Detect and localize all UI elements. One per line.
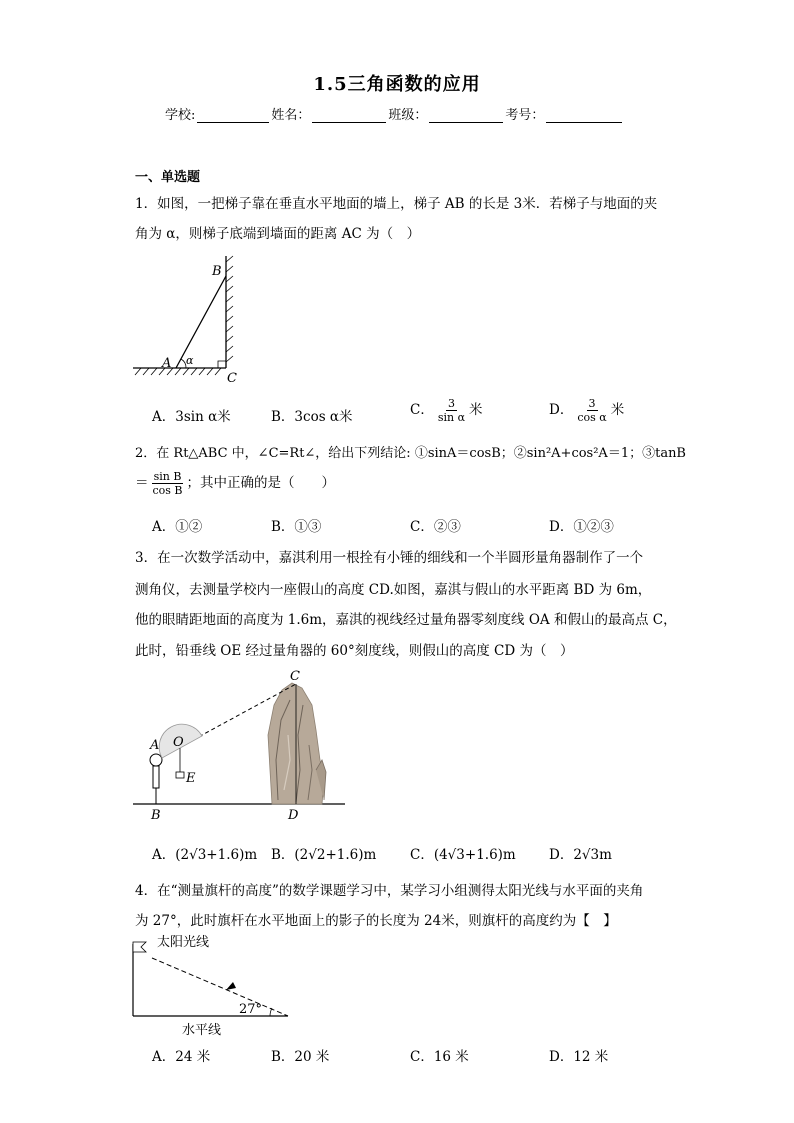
q3-text-line1: 3．在一次数学活动中，嘉淇利用一根拴有小锤的细线和一个半圆形量角器制作了一个 xyxy=(135,550,644,566)
q4-arrowhead xyxy=(226,982,236,990)
q2-eq-sign: ＝ xyxy=(135,475,149,491)
q1-option-c-fraction xyxy=(436,397,467,424)
q3-plumb-weight xyxy=(176,772,184,778)
exam-no-label: 考号： xyxy=(505,108,545,123)
q1-ladder-AB xyxy=(176,276,226,368)
q2-option-a[interactable]: A．①② xyxy=(152,519,203,535)
school-label: 学校: xyxy=(165,108,196,123)
q1-option-d-suffix: 米 xyxy=(610,402,625,418)
q2-fraction-den: cos B xyxy=(152,484,183,497)
q4-text-line2: 为 27°，此时旗杆在水平地面上的影子的长度为 24米，则旗杆的高度约为【 】 xyxy=(135,913,617,929)
q3-label-C: C xyxy=(290,669,300,684)
q1-option-c-den: sin α xyxy=(437,411,466,424)
q3-rock-image xyxy=(268,683,326,804)
q1-label-alpha: α xyxy=(186,354,194,367)
q3-text-line3: 他的眼睛距地面的高度为 1.6m，嘉淇的视线经过量角器零刻度线 OA 和假山的最高点 C， xyxy=(135,612,677,628)
q4-option-c[interactable]: C．16 米 xyxy=(410,1049,469,1065)
q4-option-b[interactable]: B．20 米 xyxy=(271,1049,330,1065)
q1-label-A: A xyxy=(162,356,172,371)
q1-option-c[interactable] xyxy=(410,397,483,424)
q1-wall-hatching xyxy=(226,256,233,362)
q3-text-line4: 此时，铅垂线 OE 经过量角器的 60°刻度线，则假山的高度 CD 为（ ） xyxy=(135,643,574,659)
q2-fraction-num: sin B xyxy=(153,470,182,483)
q3-person-head xyxy=(150,754,162,766)
q1-ground-hatching xyxy=(135,368,221,375)
q1-label-C: C xyxy=(227,371,237,386)
q1-option-d-prefix: D． xyxy=(549,402,574,418)
q1-option-c-num: 3 xyxy=(447,397,455,410)
q4-angle-arc xyxy=(270,1008,272,1016)
q3-label-A: A xyxy=(150,738,160,753)
q4-figure xyxy=(133,934,288,1038)
q4-flag xyxy=(133,942,146,952)
q3-option-a[interactable]: A．(2√3+1.6)m xyxy=(152,847,258,863)
q3-label-O: O xyxy=(173,735,184,750)
q1-option-d-den: cos α xyxy=(577,411,607,424)
q2-option-c[interactable]: C．②③ xyxy=(410,519,461,535)
q4-label-sunlight: 太阳光线 xyxy=(157,935,210,950)
q2-fraction xyxy=(151,470,185,497)
q3-option-d[interactable]: D．2√3m xyxy=(549,847,612,863)
q1-right-angle-mark xyxy=(218,361,226,368)
name-label: 姓名： xyxy=(271,108,311,123)
page-title: 1.5三角函数的应用 xyxy=(313,74,481,95)
q1-option-d[interactable] xyxy=(549,397,624,424)
q4-label-angle: 27° xyxy=(239,1002,263,1017)
q3-label-D: D xyxy=(288,808,299,823)
section-heading: 一、单选题 xyxy=(135,170,201,185)
q3-label-B: B xyxy=(151,808,161,823)
q1-option-a[interactable]: A．3sin α米 xyxy=(152,409,231,425)
q3-person-body xyxy=(153,766,159,788)
q2-option-b[interactable]: B．①③ xyxy=(271,519,322,535)
q4-label-horizontal: 水平线 xyxy=(182,1023,222,1038)
q1-option-d-fraction xyxy=(575,397,608,424)
q2-suffix: ；其中正确的是（ ） xyxy=(186,475,336,491)
q1-label-B: B xyxy=(212,264,222,279)
q4-text-line1: 4．在“测量旗杆的高度”的数学课题学习中，某学习小组测得太阳光线与水平面的夹角 xyxy=(135,883,644,899)
class-label: 班级： xyxy=(388,108,428,123)
q3-text-line2: 测角仪，去测量学校内一座假山的高度 CD.如图，嘉淇与假山的水平距离 BD 为 6m， xyxy=(135,582,652,598)
q4-option-a[interactable]: A．24 米 xyxy=(152,1049,211,1065)
q2-text-line1: 2．在 Rt△ABC 中，∠C=Rt∠，给出下列结论: ①sinA＝cosB；②sin²A+cos²A＝1；③tanB xyxy=(135,446,686,461)
q3-figure xyxy=(133,669,345,823)
q1-option-c-suffix: 米 xyxy=(469,402,483,418)
q4-option-d[interactable]: D．12 米 xyxy=(549,1049,609,1065)
q2-option-d[interactable]: D．①②③ xyxy=(549,519,614,535)
q1-text-line2: 角为 α，则梯子底端到墙面的距离 AC 为（ ） xyxy=(135,226,421,242)
q1-option-b[interactable]: B．3cos α米 xyxy=(271,409,353,425)
q4-sun-ray xyxy=(152,958,288,1016)
q2-text-line2 xyxy=(135,470,335,497)
q3-option-b[interactable]: B．(2√2+1.6)m xyxy=(271,847,377,863)
q1-text-line1: 1．如图，一把梯子靠在垂直水平地面的墙上，梯子 AB 的长是 3米．若梯子与地面的夹 xyxy=(135,196,658,212)
q3-label-E: E xyxy=(186,771,196,786)
q3-option-c[interactable]: C．(4√3+1.6)m xyxy=(410,847,516,863)
q1-option-c-prefix: C． xyxy=(410,402,434,418)
q1-option-d-num: 3 xyxy=(588,397,596,410)
